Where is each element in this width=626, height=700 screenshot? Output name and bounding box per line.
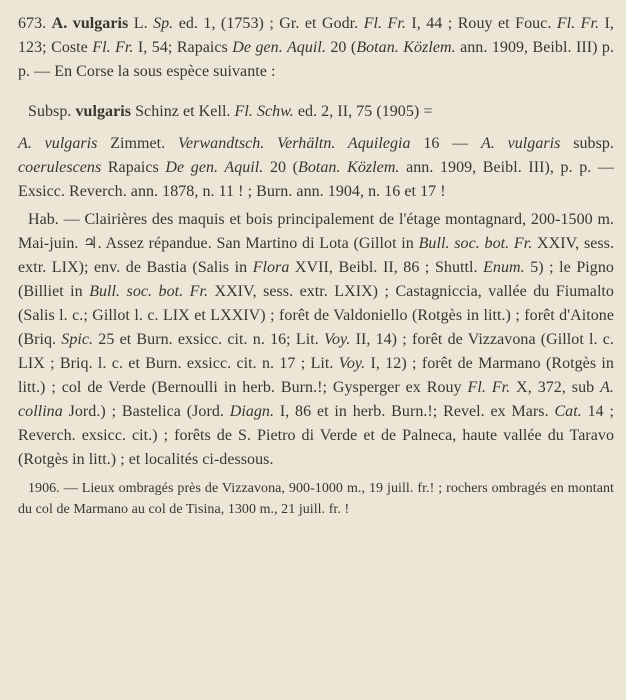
habitat-text: X, 372, sub	[516, 379, 595, 396]
subsp-name: vulgaris	[75, 103, 132, 120]
entry-number: 673.	[18, 15, 47, 32]
ref-text: 20 (	[330, 39, 357, 56]
subsp-author: Schinz et Kell.	[135, 103, 231, 120]
ref-italic: Fl. Schw.	[234, 103, 294, 120]
syn-italic: A. vulgaris	[18, 135, 98, 152]
ref-text: ed. 2, II, 75 (1905) =	[297, 103, 433, 120]
ref-text: ed. 1, (1753) ; Gr. et Godr.	[178, 15, 359, 32]
species-name: vulgaris	[72, 15, 129, 32]
ref-text: I, 123; Coste	[18, 15, 614, 56]
habitat-text: I, 12) ; forêt de Marmano (Rotgès in litt.) ; col de Verde (Bernoulli in herb. Burn.!; Gysperger ex Rouy	[18, 355, 614, 396]
syn-italic: Botan. Közlem.	[298, 159, 400, 176]
syn-italic: De gen. Aquil.	[165, 159, 264, 176]
habitat-text: Hab. — Clairières des maquis et bois principalement de l'étage montagnard, 200-1500 m. Mai-juin. ♃. Assez répandue. San Martino di Lota (Gillot in	[18, 211, 614, 252]
syn-text: subsp.	[573, 135, 614, 152]
habitat-italic: Enum.	[483, 259, 525, 276]
habitat-italic: Fl. Fr.	[467, 379, 511, 396]
ref-text: ann. 1909, Beibl. III) p. p. — En Corse la sous espèce suivante :	[18, 39, 615, 80]
ref-italic: Fl. Fr.	[92, 39, 134, 56]
habitat-italic: Bull. soc. bot. Fr.	[418, 235, 533, 252]
genus-abbrev: A.	[51, 15, 68, 32]
syn-text: 16 —	[423, 135, 469, 152]
habitat-italic: Diagn.	[229, 403, 275, 420]
ref-italic: Fl. Fr.	[556, 15, 600, 32]
species-author: L.	[133, 15, 148, 32]
syn-text: ann. 1909, Beibl. III), p. p. — Exsicc. Reverch. ann. 1878, n. 11 ! ; Burn. ann. 1904, n. 16 et 17 !	[18, 159, 614, 200]
subsp-prefix: Subsp.	[28, 103, 72, 120]
habitat-italic: Voy.	[323, 331, 351, 348]
habitat-italic: Bull. soc. bot. Fr.	[89, 283, 209, 300]
syn-text: Rapaics	[107, 159, 159, 176]
subspecies-heading	[18, 100, 614, 124]
syn-text: 20 (	[269, 159, 299, 176]
habitat-text: Jord.) ; Bastelica (Jord.	[68, 403, 224, 420]
habitat-italic: Cat.	[554, 403, 582, 420]
ref-text: I, 44 ; Rouy et Fouc.	[411, 15, 552, 32]
habitat-italic: Flora	[252, 259, 290, 276]
syn-italic: A. vulgaris	[480, 135, 561, 152]
syn-italic: coerulescens	[18, 159, 102, 176]
habitat-text: 14 ; Reverch. exsicc. cit.) ; forêts de S. Pietro di Verde et de Palneca, haute vallée du Taravo (Rotgès in litt.) ; et localités ci-dessous.	[18, 403, 614, 468]
synonymy	[18, 132, 614, 204]
ref-italic: Sp.	[153, 15, 174, 32]
syn-text: Zimmet.	[110, 135, 166, 152]
habitat-text: II, 14) ; forêt de Vizzavona (Gillot l. c. LIX ; Briq. l. c. et Burn. exsicc. cit. n. 17 ; Lit.	[18, 331, 614, 372]
species-entry	[18, 12, 614, 84]
habitat-text: XXIV, sess. extr. LIX); env. de Bastia (Salis in	[18, 235, 614, 276]
ref-italic: Fl. Fr.	[363, 15, 406, 32]
habitat-text: XXIV, sess. extr. LXIX) ; Castagniccia, vallée du Fiumalto (Salis l. c.; Gillot l. c. LIX et LXXIV) ; forêt de Valdoniello (Rotgès in litt.) ; forêt d'Aitone (Briq.	[18, 283, 614, 348]
habitat-text: I, 86 et in herb. Burn.!; Revel. ex Mars.	[279, 403, 549, 420]
syn-italic: Verwandtsch. Verhältn. Aquilegia	[177, 135, 411, 152]
ref-italic: De gen. Aquil.	[232, 39, 326, 56]
observation-note: 1906. — Lieux ombragés près de Vizzavona, 900-1000 m., 19 juill. fr.! ; rochers ombragés en montant du col de Marmano au col de Tisina, 1300 m., 21 juill. fr. !	[18, 481, 614, 517]
ref-text: I, 54; Rapaics	[137, 39, 228, 56]
habitat-text: 25 et Burn. exsicc. cit. n. 16; Lit.	[98, 331, 319, 348]
habitat-italic: A. collina	[18, 379, 614, 420]
habitat-paragraph	[18, 208, 614, 472]
habitat-text: 5) ; le Pigno (Billiet in	[18, 259, 614, 300]
ref-italic: Botan. Közlem.	[356, 39, 456, 56]
habitat-text: XVII, Beibl. II, 86 ; Shuttl.	[294, 259, 478, 276]
habitat-italic: Spic.	[61, 331, 94, 348]
habitat-italic: Voy.	[338, 355, 366, 372]
